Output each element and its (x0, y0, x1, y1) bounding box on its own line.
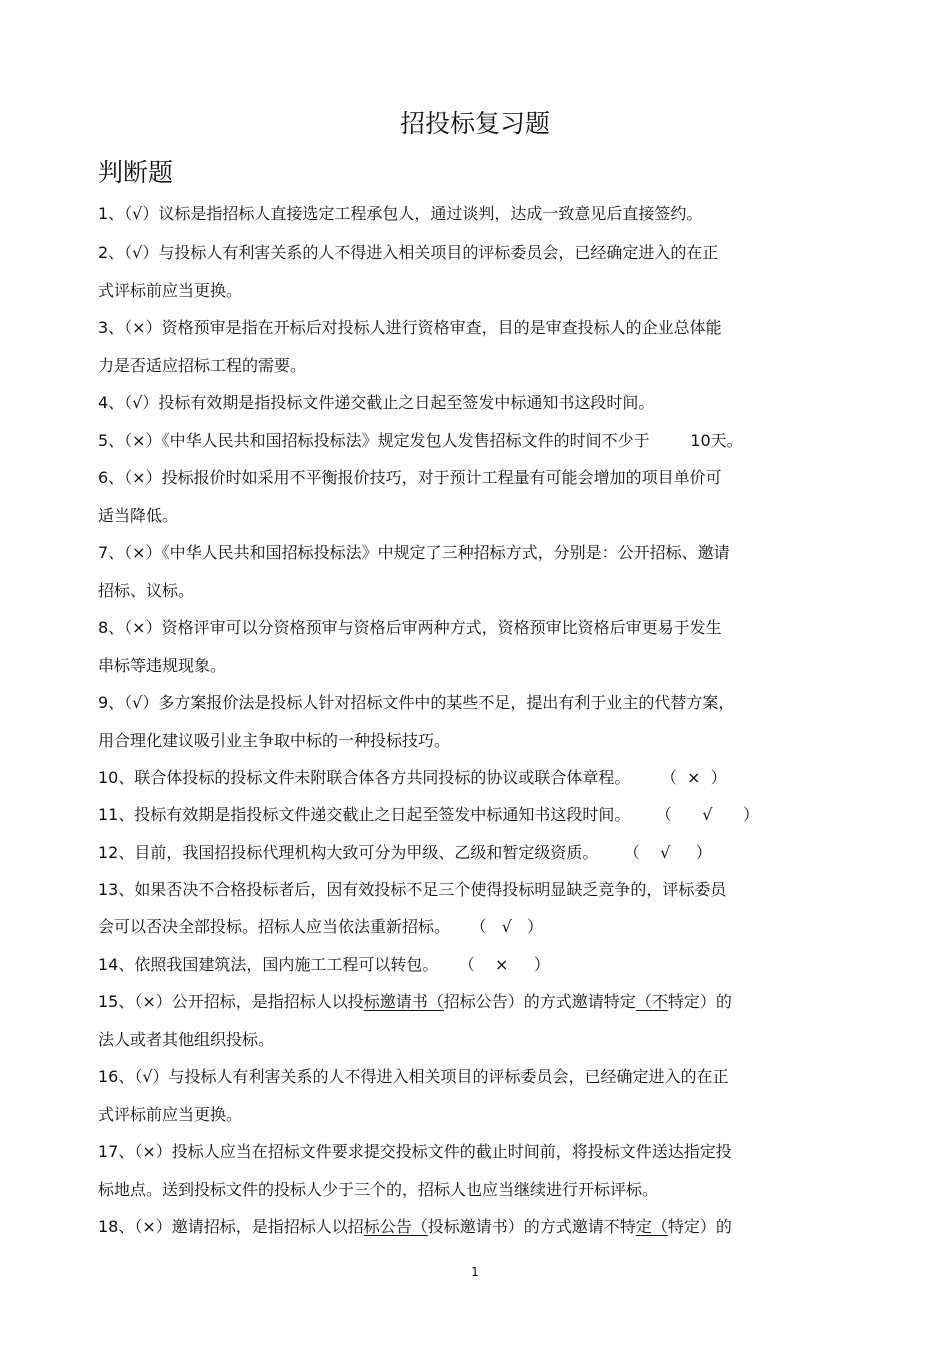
underlined-segment: 定（ (635, 1217, 668, 1236)
question-line: 1、（√）议标是指招标人直接选定工程承包人，通过谈判，达成一致意见后直接签约。 (98, 204, 703, 223)
question-line: 式评标前应当更换。 (98, 281, 243, 300)
text-segment: 15、（×）公开招标，是指招标人以投 (98, 992, 364, 1011)
question-line: 6、（×）投标报价时如采用不平衡报价技巧，对于预计工程量有可能会增加的项目单价可 (98, 468, 722, 487)
question-line: 14、依照我国建筑法，国内施工工程可以转包。 （ × ） (98, 955, 550, 974)
question-line: 3、（×）资格预审是指在开标后对投标人进行资格审查，目的是审查投标人的企业总体能 (98, 318, 722, 337)
question-line: 法人或者其他组织投标。 (98, 1030, 275, 1049)
text-segment: 投标邀请书）的方式邀请不特 (427, 1217, 636, 1236)
question-line: 5、（×）《中华人民共和国招标投标法》规定发包人发售招标文件的时间不少于 10天。 (98, 431, 743, 450)
question-line: 9、（√）多方案报价法是投标人针对招标文件中的某些不足，提出有利于业主的代替方案， (98, 693, 735, 712)
question-line: 招标、议标。 (98, 581, 195, 600)
section-heading: 判断题 (98, 158, 174, 187)
underlined-segment: （不 (635, 992, 668, 1011)
question-line: 2、（√）与投标人有利害关系的人不得进入相关项目的评标委员会，已经确定进入的在正 (98, 243, 719, 262)
question-line: 串标等违规现象。 (98, 656, 227, 675)
question-line: 11、投标有效期是指投标文件递交截止之日起至签发中标通知书这段时间。 （ √ ） (98, 805, 760, 824)
page-title: 招投标复习题 (399, 109, 550, 138)
question-line: 13、如果否决不合格投标者后，因有效投标不足三个使得投标明显缺乏竞争的，评标委员 (98, 880, 727, 899)
question-line: 16、（√）与投标人有利害关系的人不得进入相关项目的评标委员会，已经确定进入的在正 (98, 1067, 729, 1086)
text-segment: 18、（×）邀请招标，是指招标人以招 (98, 1217, 364, 1236)
question-line: 适当降低。 (98, 506, 179, 525)
text-segment: 特定）的 (667, 992, 732, 1011)
question-line: 12、目前，我国招投标代理机构大致可分为甲级、乙级和暂定级资质。 （ √ ） (98, 843, 712, 862)
question-line-18 (98, 1216, 732, 1238)
question-line: 10、联合体投标的投标文件未附联合体各方共同投标的协议或联合体章程。 （ × ） (98, 768, 727, 787)
question-line: 4、（√）投标有效期是指投标文件递交截止之日起至签发中标通知书这段时间。 (98, 393, 655, 412)
question-line: 标地点。送到投标文件的投标人少于三个的，招标人也应当继续进行开标评标。 (98, 1180, 659, 1199)
question-line: 力是否适应招标工程的需要。 (98, 356, 307, 375)
question-line: 7、（×）《中华人民共和国招标投标法》中规定了三种招标方式，分别是：公开招标、邀请 (98, 543, 730, 562)
question-line: 用合理化建议吸引业主争取中标的一种投标技巧。 (98, 731, 451, 750)
question-line: 会可以否决全部投标。招标人应当依法重新招标。 （ √ ） (98, 917, 544, 936)
underlined-segment: 标邀请书（ (363, 992, 444, 1011)
question-line: 17、（×）投标人应当在招标文件要求提交投标文件的截止时间前，将投标文件送达指定投 (98, 1142, 732, 1161)
underlined-segment: 标公告（ (363, 1217, 428, 1236)
question-line: 8、（×）资格评审可以分资格预审与资格后审两种方式，资格预审比资格后审更易于发生 (98, 618, 722, 637)
text-segment: 特定）的 (667, 1217, 732, 1236)
text-segment: 招标公告）的方式邀请特定 (443, 992, 636, 1011)
question-line-15 (98, 991, 732, 1013)
page-number: 1 (471, 1265, 479, 1279)
question-line: 式评标前应当更换。 (98, 1105, 243, 1124)
